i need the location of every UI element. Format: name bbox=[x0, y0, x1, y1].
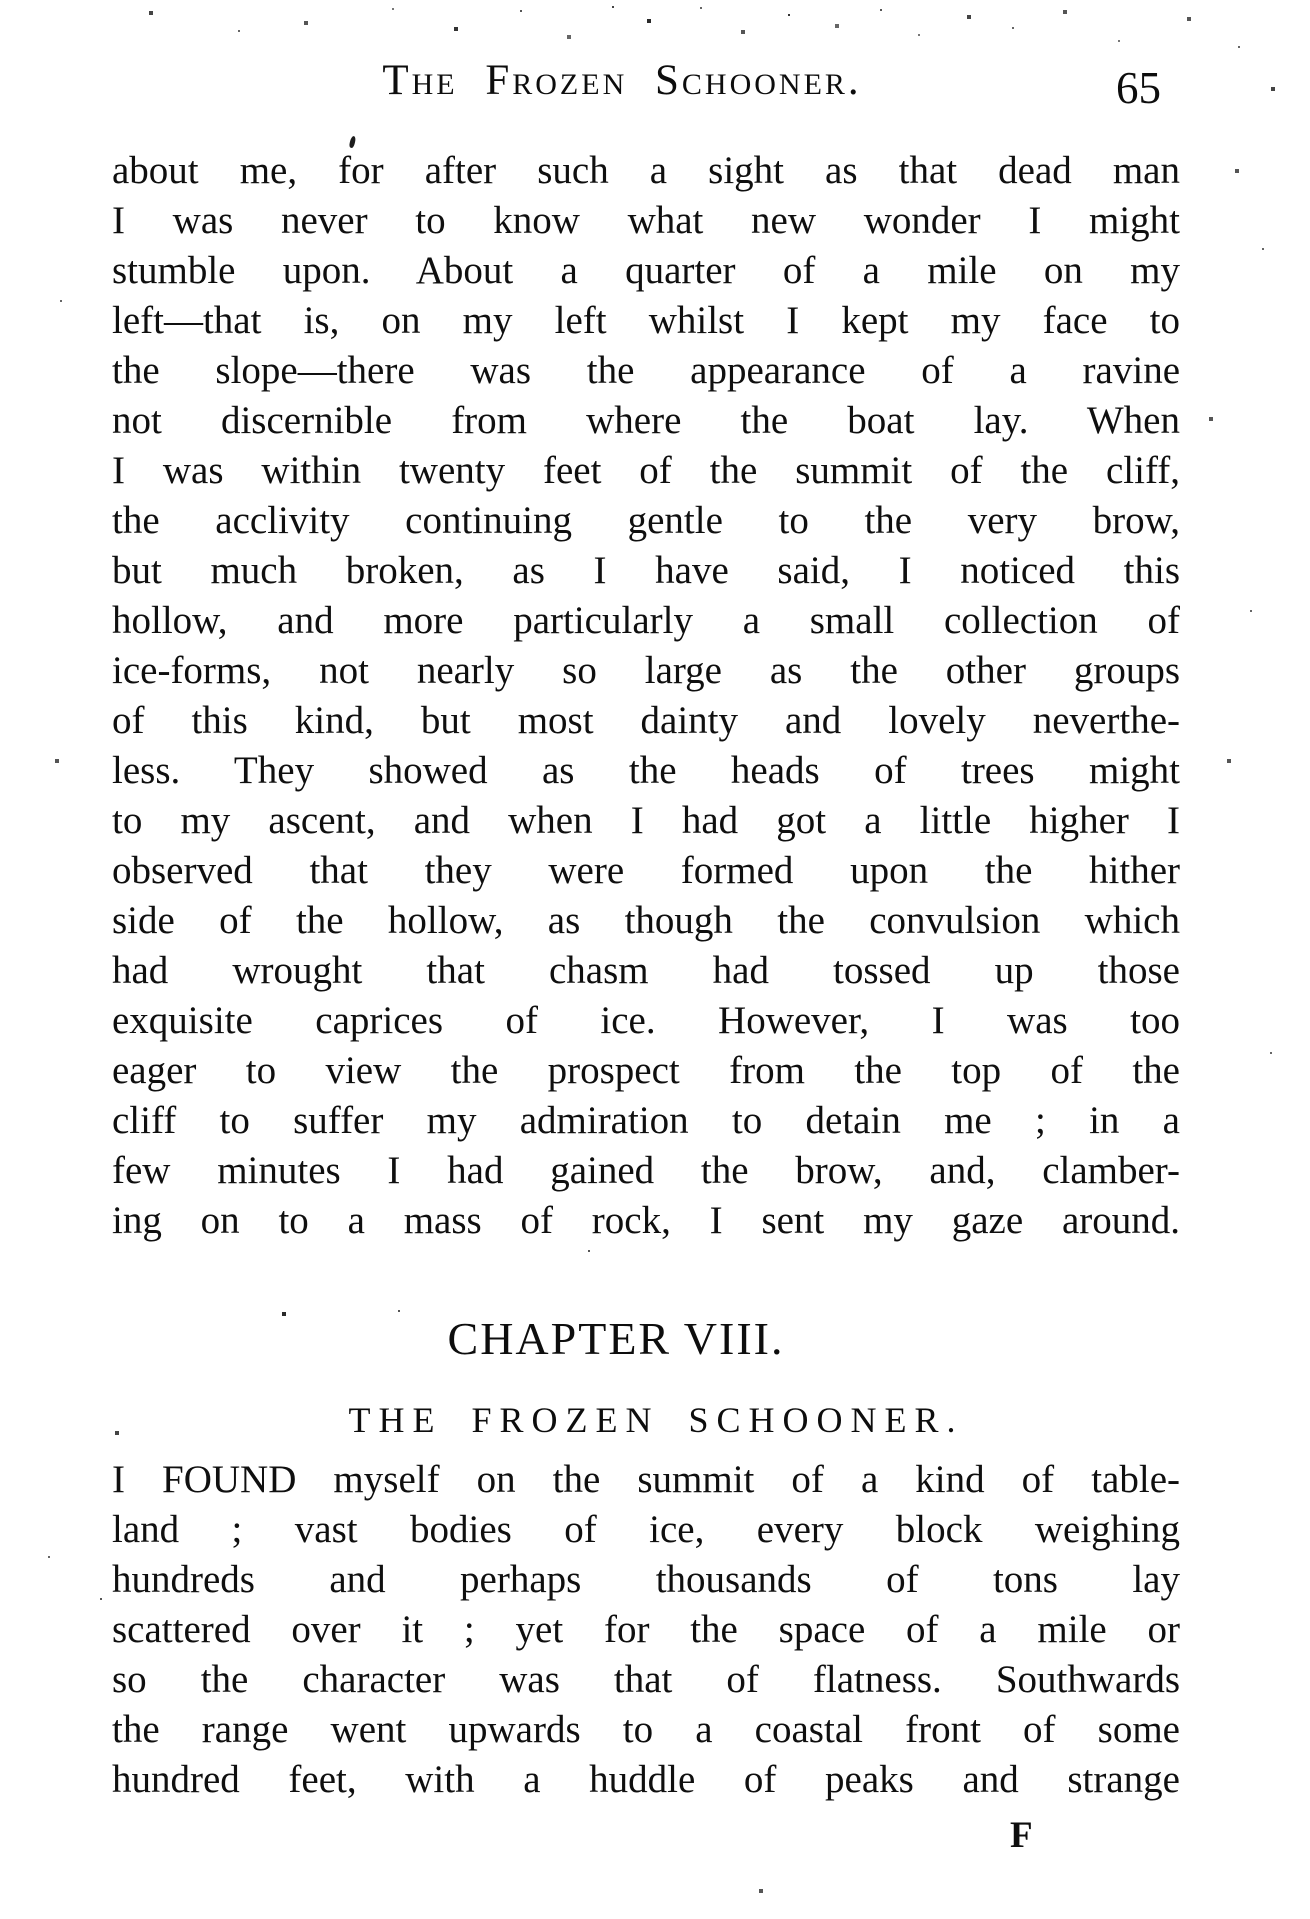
text-line: left—that is, on my left whilst I kept my face to bbox=[112, 299, 1180, 342]
text-line: had wrought that chasm had tossed up those bbox=[112, 949, 1180, 992]
chapter-subheading: THE FROZEN SCHOONER. bbox=[348, 1400, 964, 1440]
page-number: 65 bbox=[1116, 63, 1161, 113]
text-line: cliff to suffer my admiration to detain me ; in a bbox=[112, 1099, 1180, 1142]
text-line: the slope—there was the appearance of a ravine bbox=[112, 349, 1180, 392]
printers-signature-mark: F bbox=[1010, 1815, 1033, 1856]
text-line: I was never to know what new wonder I might bbox=[112, 199, 1180, 242]
text-line: ing on to a mass of rock, I sent my gaze around. bbox=[112, 1199, 1180, 1242]
chapter-heading: CHAPTER VIII. bbox=[447, 1313, 785, 1364]
chapter-opening-paragraph bbox=[112, 1455, 1180, 1805]
continued-paragraph bbox=[112, 146, 1180, 1246]
text-line: eager to view the prospect from the top of the bbox=[112, 1049, 1180, 1092]
text-line: exquisite caprices of ice. However, I was too bbox=[112, 999, 1180, 1042]
text-line: land ; vast bodies of ice, every block weighing bbox=[112, 1508, 1180, 1551]
text-line: observed that they were formed upon the hither bbox=[112, 849, 1180, 892]
text-line: stumble upon. About a quarter of a mile on my bbox=[112, 249, 1180, 292]
text-line: less. They showed as the heads of trees might bbox=[112, 749, 1180, 792]
text-line: but much broken, as I have said, I noticed this bbox=[112, 549, 1180, 592]
text-line: side of the hollow, as though the convulsion which bbox=[112, 899, 1180, 942]
text-line: I was within twenty feet of the summit of the cliff, bbox=[112, 449, 1180, 492]
text-line: I FOUND myself on the summit of a kind of table- bbox=[112, 1458, 1180, 1501]
text-line: so the character was that of flatness. Southwards bbox=[112, 1658, 1180, 1701]
text-line: of this kind, but most dainty and lovely neverthe- bbox=[112, 699, 1180, 742]
text-line: hundred feet, with a huddle of peaks and strange bbox=[112, 1758, 1180, 1801]
text-line: hundreds and perhaps thousands of tons lay bbox=[112, 1558, 1180, 1601]
running-header-title: The Frozen Schooner. bbox=[382, 57, 862, 104]
running-header bbox=[112, 56, 1180, 120]
text-line: the acclivity continuing gentle to the very brow, bbox=[112, 499, 1180, 542]
text-line: few minutes I had gained the brow, and, clamber- bbox=[112, 1149, 1180, 1192]
text-line: scattered over it ; yet for the space of a mile or bbox=[112, 1608, 1180, 1651]
text-line: not discernible from where the boat lay. When bbox=[112, 399, 1180, 442]
text-line: ice-forms, not nearly so large as the other groups bbox=[112, 649, 1180, 692]
text-line: hollow, and more particularly a small collection of bbox=[112, 599, 1180, 642]
text-line: about me, for after such a sight as that dead man bbox=[112, 149, 1180, 192]
text-line: to my ascent, and when I had got a little higher I bbox=[112, 799, 1180, 842]
scan-speckle-margin bbox=[0, 0, 2, 2]
text-line: the range went upwards to a coastal front of some bbox=[112, 1708, 1180, 1751]
